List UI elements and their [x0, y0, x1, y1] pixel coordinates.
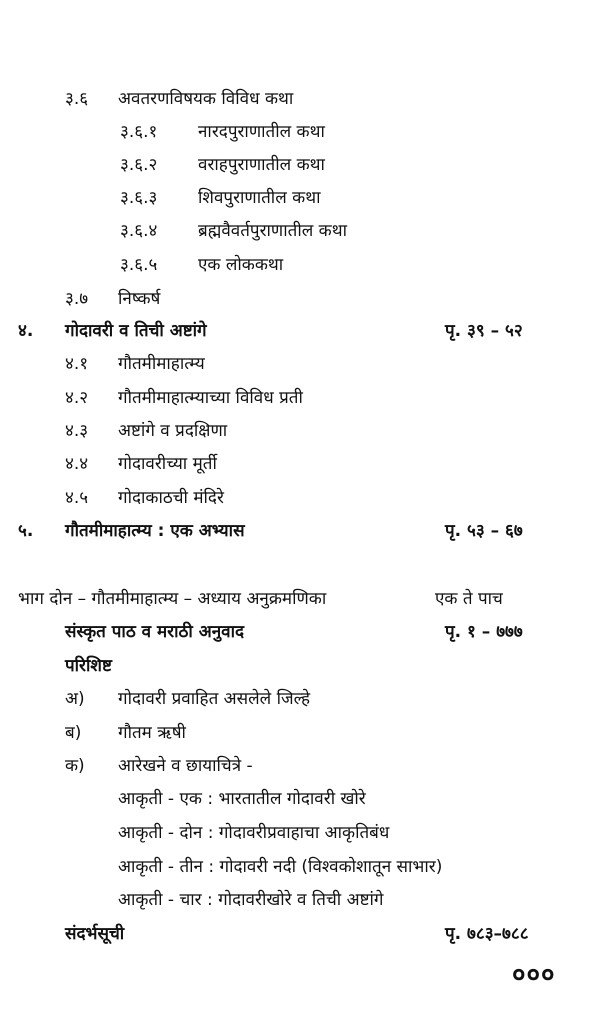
- appendix-title: गौतम ऋषी: [118, 723, 186, 743]
- toc-chapter-4: [0, 314, 600, 348]
- section-title: अष्टांगे व प्रदक्षिणा: [118, 421, 228, 441]
- toc-entry-4-1: [0, 347, 600, 381]
- appendix-letter: अ): [65, 689, 85, 709]
- section-title: निष्कर्ष: [118, 289, 161, 309]
- chapter-number: ४.: [18, 321, 34, 341]
- toc-figure-2: [0, 816, 600, 850]
- toc-figure-4: [0, 883, 600, 917]
- toc-entry-4-4: [0, 447, 600, 481]
- page-range: पृ. ३९ – ५२: [445, 321, 523, 341]
- section-title: अवतरणविषयक विविध कथा: [118, 89, 294, 109]
- toc-entry-3-6-5: [0, 248, 600, 282]
- section-title: गौतमीमाहात्म्याच्या विविध प्रती: [118, 388, 303, 408]
- appendix-title: आरेखने व छायाचित्रे -: [118, 756, 253, 776]
- section-number: ४.४: [65, 454, 89, 474]
- toc-entry-3-6-1: [0, 115, 600, 149]
- section-title: ब्रह्मवैवर्तपुराणातील कथा: [198, 221, 347, 241]
- toc-entry-3-6: [0, 82, 600, 116]
- toc-appendix-b: [0, 716, 600, 750]
- chapter-title: गोदावरी व तिची अष्टांगे: [65, 321, 207, 341]
- section-number: ४.५: [65, 488, 89, 508]
- toc-entry-4-2: [0, 381, 600, 415]
- toc-figure-3: [0, 850, 600, 884]
- toc-entry-4-5: [0, 481, 600, 515]
- figure-title: आकृती - तीन : गोदावरी नदी (विश्वकोशातून साभार): [118, 857, 443, 877]
- section-number: ४.१: [65, 354, 89, 374]
- toc-appendix-c: [0, 749, 600, 783]
- section-number: ३.६: [65, 89, 89, 109]
- section-title: एक लोककथा: [198, 255, 284, 275]
- section-title: संस्कृत पाठ व मराठी अनुवाद: [65, 622, 245, 642]
- section-number: ३.७: [65, 289, 89, 309]
- appendix-title: गोदावरी प्रवाहित असलेले जिल्हे: [118, 689, 310, 709]
- toc-bibliography: [0, 917, 600, 951]
- section-title: गोदाकाठची मंदिरे: [118, 488, 224, 508]
- toc-appendix: [0, 649, 600, 683]
- appendix-letter: क): [65, 756, 85, 776]
- toc-part-2: [0, 582, 600, 616]
- page-number: ०००: [512, 960, 556, 990]
- toc-chapter-5: [0, 514, 600, 548]
- section-title: वराहपुराणातील कथा: [198, 155, 325, 175]
- figure-title: आकृती - दोन : गोदावरीप्रवाहाचा आकृतिबंध: [118, 823, 390, 843]
- toc-figure-1: [0, 782, 600, 816]
- page-range: पृ. ७८३–७८८: [445, 924, 529, 944]
- toc-entry-3-6-4: [0, 214, 600, 248]
- toc-appendix-a: [0, 682, 600, 716]
- section-title: संदर्भसूची: [65, 924, 125, 944]
- toc-entry-3-7: [0, 282, 600, 316]
- section-number: ३.६.१: [120, 122, 158, 142]
- chapter-number: ५.: [18, 521, 34, 541]
- toc-entry-3-6-3: [0, 181, 600, 215]
- section-title: परिशिष्ट: [65, 656, 112, 676]
- chapter-range: एक ते पाच: [435, 589, 503, 609]
- toc-sanskrit-text: [0, 615, 600, 649]
- toc-entry-4-3: [0, 414, 600, 448]
- section-title: नारदपुराणातील कथा: [198, 122, 325, 142]
- section-title: शिवपुराणातील कथा: [198, 188, 321, 208]
- section-number: ४.३: [65, 421, 89, 441]
- section-number: ३.६.३: [120, 188, 158, 208]
- chapter-title: गौतमीमाहात्म्य : एक अभ्यास: [65, 521, 245, 541]
- part-title: भाग दोन – गौतमीमाहात्म्य – अध्याय अनुक्रमणिका: [18, 589, 327, 609]
- section-number: ३.६.२: [120, 155, 158, 175]
- figure-title: आकृती - चार : गोदावरीखोरे व तिची अष्टांगे: [118, 890, 384, 910]
- page-range: पृ. १ – ७७७: [445, 622, 523, 642]
- section-title: गोदावरीच्या मूर्ती: [118, 454, 217, 474]
- section-number: ४.२: [65, 388, 89, 408]
- section-number: ३.६.५: [120, 255, 158, 275]
- figure-title: आकृती - एक : भारतातील गोदावरी खोरे: [118, 789, 366, 809]
- section-title: गौतमीमाहात्म्य: [118, 354, 205, 374]
- toc-entry-3-6-2: [0, 148, 600, 182]
- page-range: पृ. ५३ – ६७: [445, 521, 523, 541]
- section-number: ३.६.४: [120, 221, 158, 241]
- appendix-letter: ब): [65, 723, 82, 743]
